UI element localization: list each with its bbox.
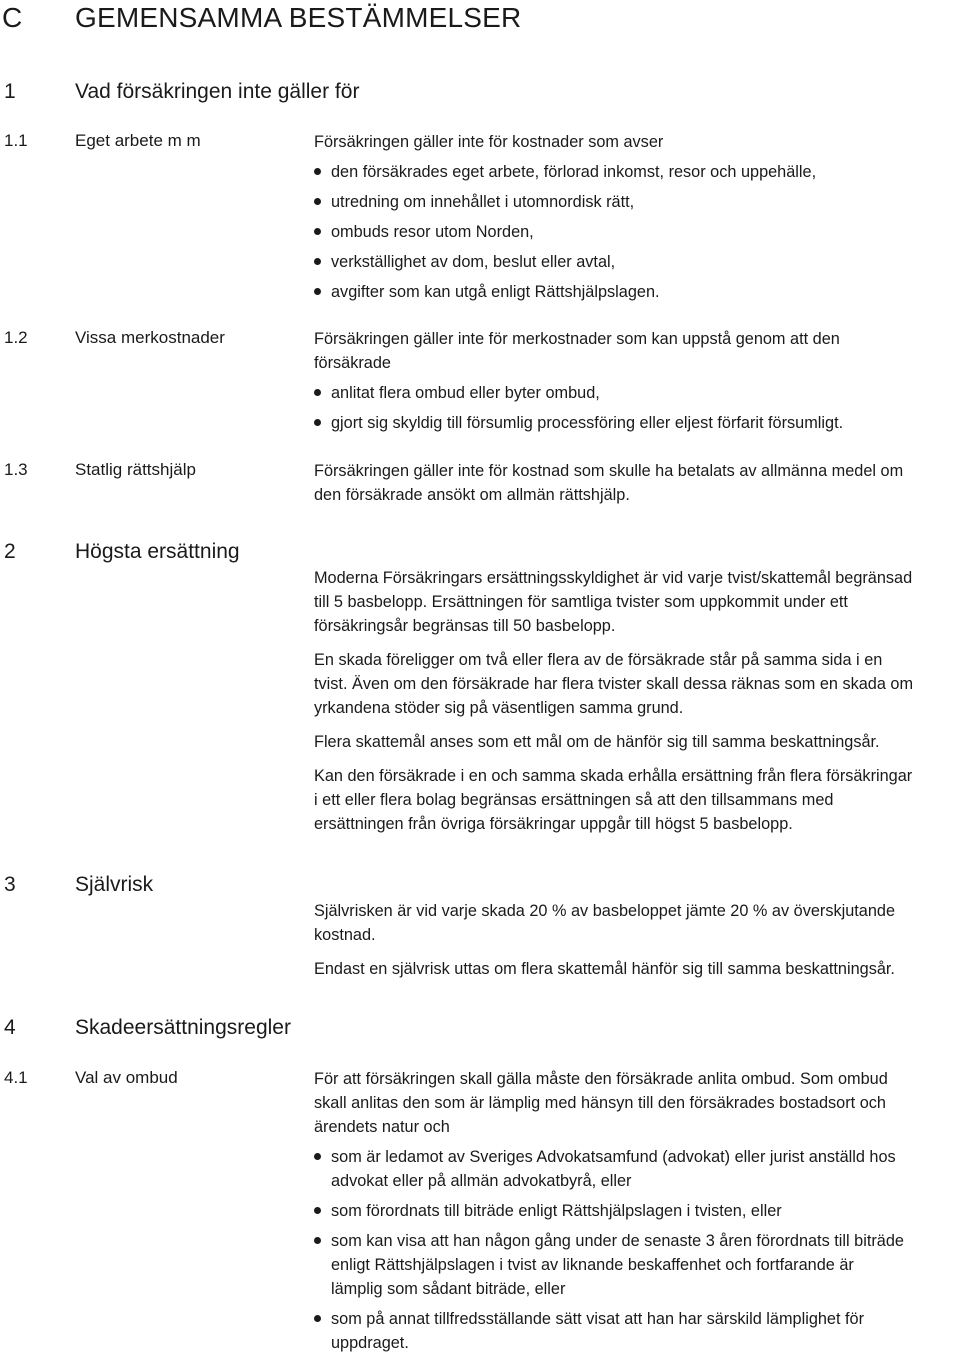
- heading-2-title: Högsta ersättning: [75, 540, 240, 563]
- bullet-list: [314, 1145, 960, 1355]
- list-item: som är ledamot av Sveriges Advokatsamfund (advokat) eller jurist anställd hos advokat eller på allmän advokatbyrå, eller: [314, 1145, 960, 1193]
- bullet-icon: [314, 1153, 321, 1160]
- paragraph-line: yrkandena stöder sig på väsentligen samma grund.: [314, 699, 684, 717]
- subsection-4-1-title: Val av ombud: [75, 1068, 178, 1087]
- list-item: verkställighet av dom, beslut eller avtal,: [314, 250, 960, 274]
- paragraph-line: Kan den försäkrade i en och samma skada erhålla ersättning från flera försäkringar: [314, 767, 913, 785]
- subsection-1-3-title: Statlig rättshjälp: [75, 460, 196, 479]
- subsection-1-1-number: 1.1: [4, 131, 28, 150]
- bullet-icon: [314, 258, 321, 265]
- paragraph-line: tvist. Även om den försäkrade har flera tvister skall dessa räknas som en skada om: [314, 675, 914, 693]
- list-item: avgifter som kan utgå enligt Rättshjälpslagen.: [314, 280, 960, 304]
- bullet-icon: [314, 1207, 321, 1214]
- list-item: ombuds resor utom Norden,: [314, 220, 960, 244]
- section-letter: C: [2, 2, 23, 33]
- subsection-4-1-number: 4.1: [4, 1068, 28, 1087]
- heading-4-number: 4: [4, 1016, 16, 1039]
- paragraph-line: Försäkringen gäller inte för merkostnader som kan uppstå genom att den: [314, 330, 840, 348]
- subsection-1-1-title: Eget arbete m m: [75, 131, 201, 150]
- paragraph-line: ärendets natur och: [314, 1118, 450, 1136]
- paragraph-line: försäkrade: [314, 354, 391, 372]
- bullet-icon: [314, 168, 321, 175]
- paragraph-line: Flera skattemål anses som ett mål om de hänför sig till samma beskattningsår.: [314, 733, 880, 751]
- subsection-4-1-body: [314, 1067, 960, 1361]
- paragraph-line: Självrisken är vid varje skada 20 % av basbeloppet jämte 20 % av överskjutande: [314, 902, 896, 920]
- list-item: gjort sig skyldig till försumlig processföring eller eljest förfarit försumligt.: [314, 411, 960, 435]
- heading-3-title: Självrisk: [75, 873, 154, 896]
- bullet-icon: [314, 389, 321, 396]
- paragraph-line: Försäkringen gäller inte för kostnad som skulle ha betalats av allmänna medel om: [314, 462, 904, 480]
- heading-2-number: 2: [4, 540, 16, 563]
- section-title: GEMENSAMMA BESTÄMMELSER: [75, 2, 522, 33]
- paragraph-line: skall anlitas den som är lämplig med hänsyn till den försäkrades bostadsort och: [314, 1094, 886, 1112]
- section-2-body: [314, 566, 960, 836]
- bullet-icon: [314, 1237, 321, 1244]
- heading-4-title: Skadeersättningsregler: [75, 1016, 291, 1039]
- paragraph-line: försäkringsår begränsas till 50 basbelopp.: [314, 617, 616, 635]
- bullet-icon: [314, 419, 321, 426]
- paragraph-line: kostnad.: [314, 926, 376, 944]
- subsection-1-2-title: Vissa merkostnader: [75, 328, 225, 347]
- paragraph-line: En skada föreligger om två eller flera av de försäkrade står på samma sida i en: [314, 651, 883, 669]
- paragraph-line: ersättningen från övriga försäkringar uppgår till högst 5 basbelopp.: [314, 815, 793, 833]
- list-item: utredning om innehållet i utomnordisk rätt,: [314, 190, 960, 214]
- paragraph-line: Moderna Försäkringars ersättningsskyldighet är vid varje tvist/skattemål begränsad: [314, 569, 913, 587]
- section-3-body: [314, 899, 960, 981]
- subsection-1-3-body: [314, 459, 960, 507]
- list-item: som förordnats till biträde enligt Rättshjälpslagen i tvisten, eller: [314, 1199, 960, 1223]
- subsection-1-2-number: 1.2: [4, 328, 28, 347]
- bullet-icon: [314, 1315, 321, 1322]
- subsection-1-3-number: 1.3: [4, 460, 28, 479]
- paragraph-line: i ett eller flera bolag begränsas ersättningen så att den tillsammans med: [314, 791, 834, 809]
- bullet-list: [314, 160, 960, 304]
- heading-3-number: 3: [4, 873, 16, 896]
- list-item: den försäkrades eget arbete, förlorad inkomst, resor och uppehälle,: [314, 160, 960, 184]
- heading-1-title: Vad försäkringen inte gäller för: [75, 80, 360, 103]
- heading-1-number: 1: [4, 80, 16, 103]
- paragraph: Försäkringen gäller inte för kostnader som avser: [314, 133, 664, 151]
- list-item: som kan visa att han någon gång under de senaste 3 åren förordnats till biträde enligt Rättshjälpslagen i tvist av liknande beskaffenhet och fortfarande är lämplig som sådant biträde, eller: [314, 1229, 960, 1301]
- list-item: anlitat flera ombud eller byter ombud,: [314, 381, 960, 405]
- paragraph-line: För att försäkringen skall gälla måste den försäkrade anlita ombud. Som ombud: [314, 1070, 888, 1088]
- subsection-1-1-body: [314, 130, 960, 310]
- bullet-icon: [314, 288, 321, 295]
- paragraph-line: den försäkrade ansökt om allmän rättshjälp.: [314, 486, 630, 504]
- list-item: som på annat tillfredsställande sätt visat att han har särskild lämplighet för uppdraget.: [314, 1307, 960, 1355]
- paragraph-line: till 5 basbelopp. Ersättningen för samtliga tvister som uppkommit under ett: [314, 593, 848, 611]
- subsection-1-2-body: [314, 327, 960, 441]
- bullet-icon: [314, 228, 321, 235]
- paragraph-line: Endast en självrisk uttas om flera skattemål hänför sig till samma beskattningsår.: [314, 960, 895, 978]
- bullet-list: [314, 381, 960, 435]
- bullet-icon: [314, 198, 321, 205]
